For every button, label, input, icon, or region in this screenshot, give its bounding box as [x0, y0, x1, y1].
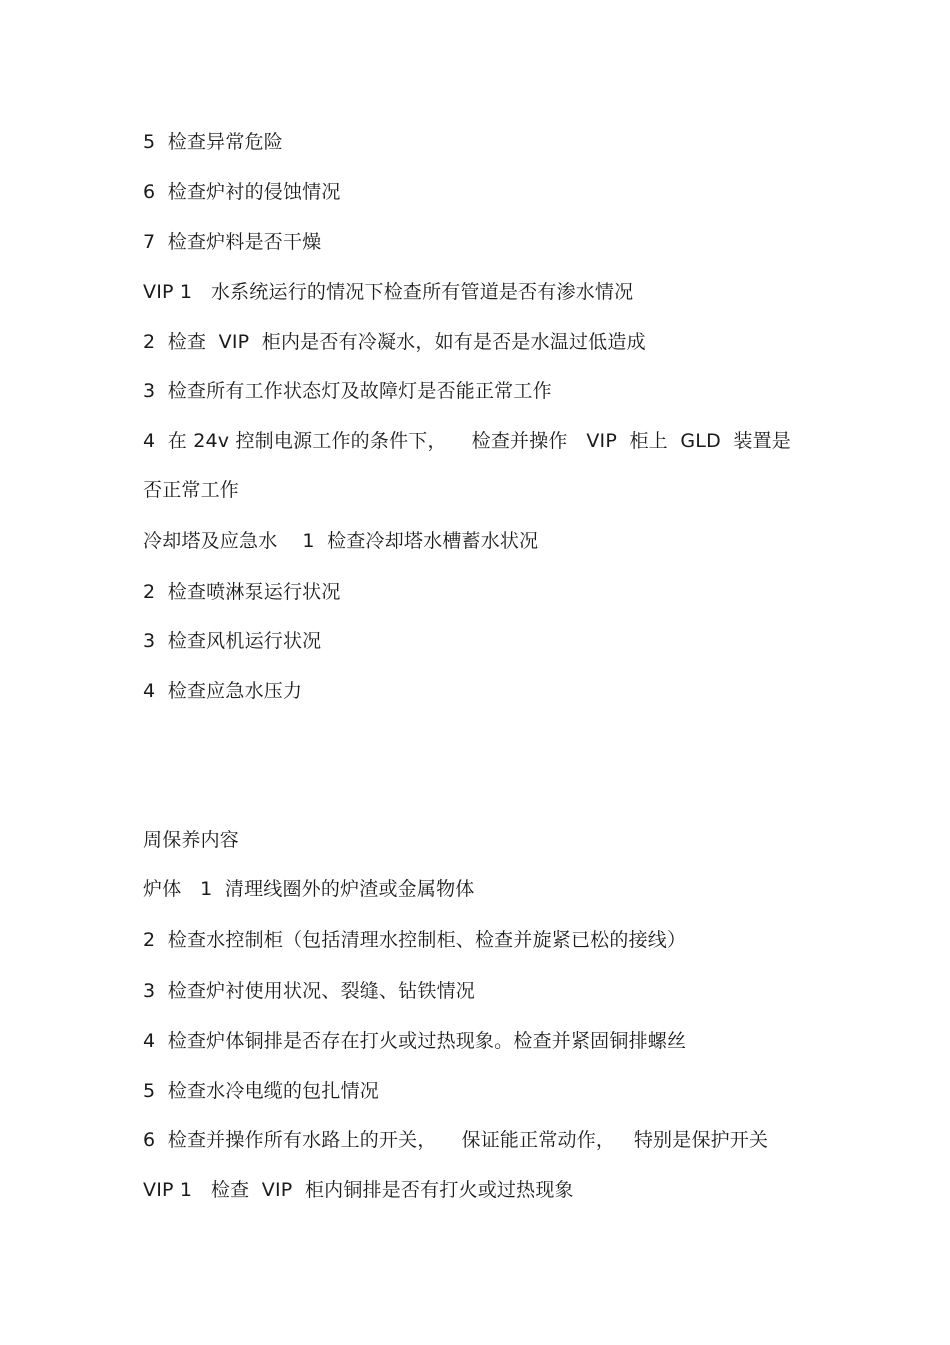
text-line-19: 6 检查并操作所有水路上的开关， 保证能正常动作， 特别是保护开关	[143, 1129, 769, 1151]
text-line-1: 5 检查异常危险	[143, 131, 283, 153]
text-line-3: 7 检查炉料是否干燥	[143, 231, 322, 253]
text-line-11: 3 检查风机运行状况	[143, 630, 322, 652]
section-heading: 周保养内容	[143, 829, 240, 851]
text-line-10: 2 检查喷淋泵运行状况	[143, 581, 341, 603]
text-line-2: 6 检查炉衬的侵蚀情况	[143, 181, 341, 203]
text-line-8: 否正常工作	[143, 479, 240, 501]
text-line-17: 4 检查炉体铜排是否存在打火或过热现象。检查并紧固铜排螺丝	[143, 1030, 687, 1052]
text-line-9: 冷却塔及应急水 1 检查冷却塔水槽蓄水状况	[143, 530, 539, 552]
text-line-4: VIP 1 水系统运行的情况下检查所有管道是否有渗水情况	[143, 281, 634, 303]
text-line-6: 3 检查所有工作状态灯及故障灯是否能正常工作	[143, 380, 552, 402]
text-line-18: 5 检查水冷电缆的包扎情况	[143, 1080, 379, 1102]
text-line-7: 4 在 24v 控制电源工作的条件下， 检查并操作 VIP 柜上 GLD 装置是	[143, 430, 791, 452]
text-line-15: 2 检查水控制柜（包括清理水控制柜、检查并旋紧已松的接线）	[143, 929, 687, 951]
text-line-12: 4 检查应急水压力	[143, 680, 303, 702]
text-line-14: 炉体 1 清理线圈外的炉渣或金属物体	[143, 878, 475, 900]
text-line-16: 3 检查炉衬使用状况、裂缝、钻铁情况	[143, 980, 475, 1002]
text-line-5: 2 检查 VIP 柜内是否有冷凝水，如有是否是水温过低造成	[143, 331, 646, 353]
text-line-20: VIP 1 检查 VIP 柜内铜排是否有打火或过热现象	[143, 1179, 574, 1201]
